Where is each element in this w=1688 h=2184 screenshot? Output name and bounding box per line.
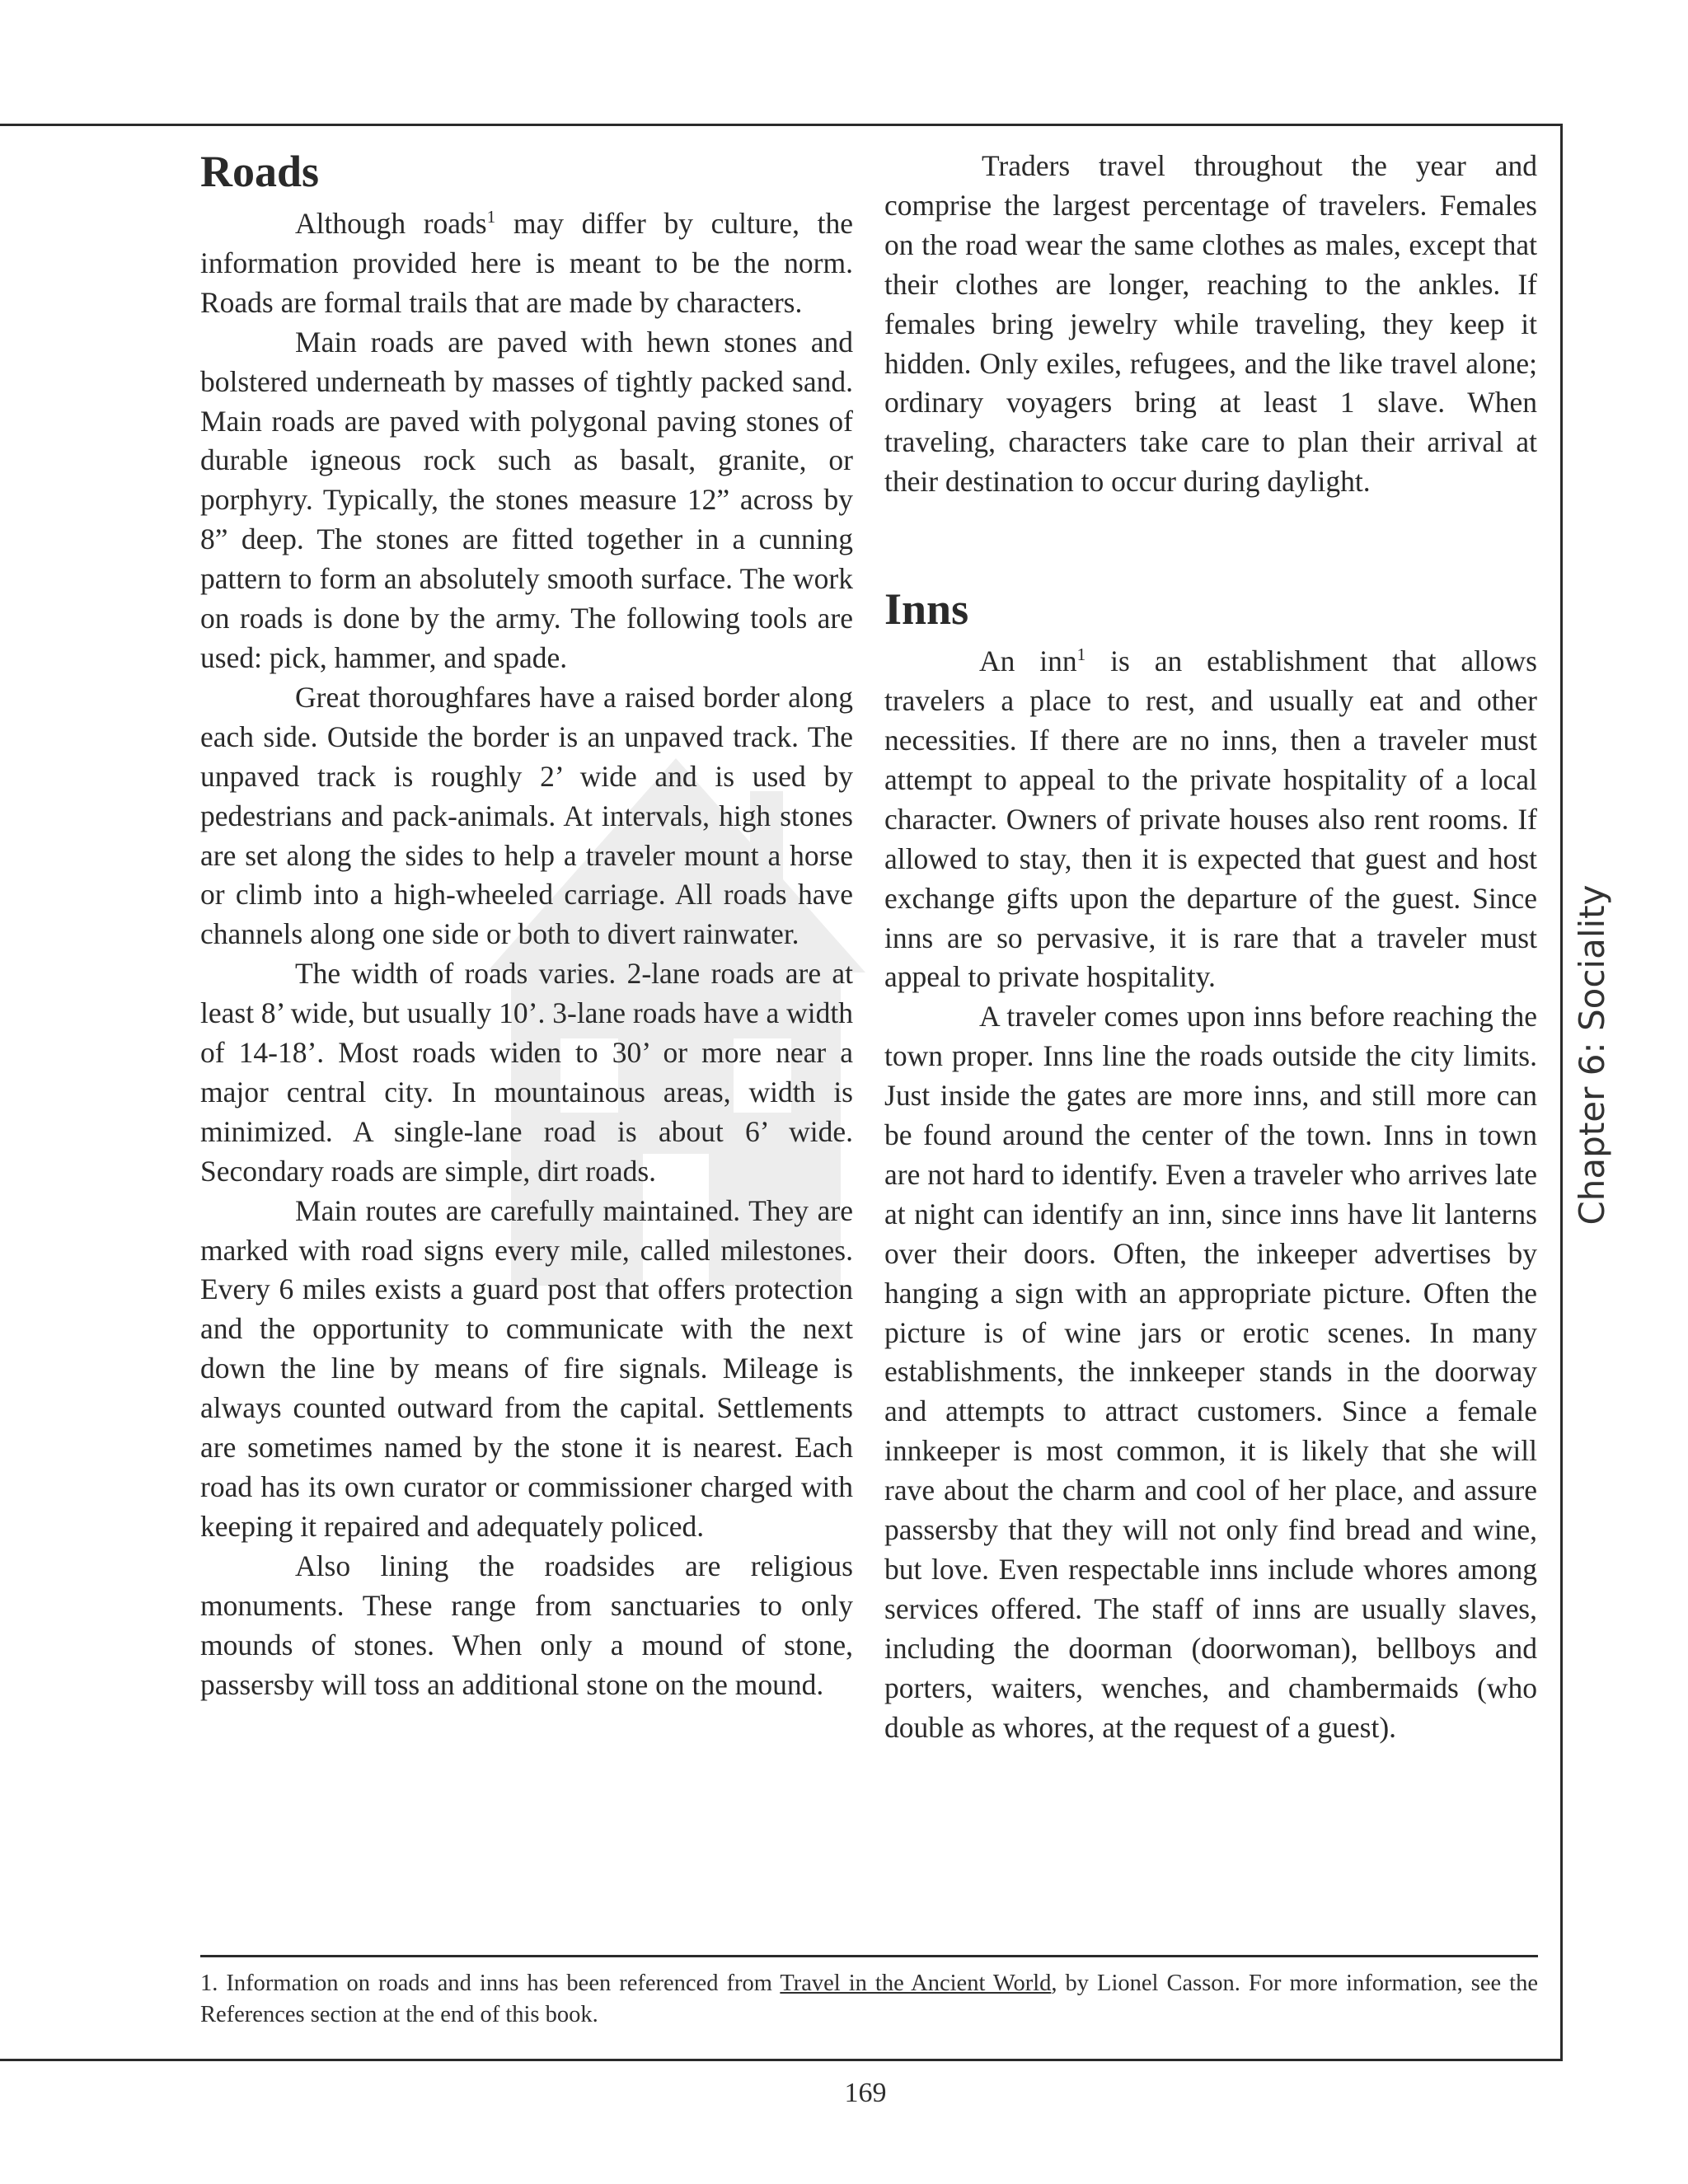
roads-heading: Roads [200, 147, 320, 196]
inns-paragraph-2: A traveler comes upon inns before reaching the town proper. Inns line the roads outside the city limits. Just inside the gates are more inns, and still more can be found around the center of the town. Inns in town are not hard to identify. Even a traveler who arrives late at night can identify an inn, since inns have lit lanterns over their doors. Often, the inkeeper advertises by hanging a sign with an appropriate picture. Often the picture is of wine jars or erotic scenes. In many establishments, the innkeeper stands in the doorway and attempts to attract customers. Since a female innkeeper is most common, it is likely that she will rave about the charm and cool of her place, and assure passersby that they will not only find bread and wine, but love. Even respectable inns include whores among services offered. The staff of inns are usually slaves, including the doorman (doorwoman), bellboys and porters, waiters, wenches, and chambermaids (who double as whores, at the request of a guest). [884, 1000, 1537, 1744]
page-number: 169 [844, 2078, 887, 2108]
travelers-paragraph: Traders travel throughout the year and comprise the largest percentage of travelers. Females on the road wear the same clothes as males, except that their clothes are longer, reaching to the ankles. If females bring jewelry while traveling, they keep it hidden. Only exiles, refugees, and the like travel alone; ordinary voyagers bring at least 1 slave. When traveling, characters take care to plan their arrival at their destination to occur during daylight. [884, 149, 1537, 499]
inns-heading: Inns [884, 584, 969, 635]
roads-paragraph-4: The width of roads varies. 2-lane roads are at least 8’ wide, but usually 10’. 3-lane roads have a width of 14-18’. Most roads widen to 30’ or more near a major central city. In mountainous areas, width is minimized. A single-lane road is about 6’ wide. Secondary roads are simple, dirt roads. [200, 957, 853, 1188]
footnote-divider [200, 1955, 1538, 1957]
footnote-reference-title: Travel in the Ancient World [780, 1971, 1052, 1996]
roads-paragraph-5: Main routes are carefully maintained. They are marked with road signs every mile, called milestones. Every 6 miles exists a guard post that offers protection and the opportunity to communicate with the next down the line by means of fire signals. Mileage is always counted outward from the capital. Settlements are sometimes named by the stone it is nearest. Each road has its own curator or commissioner charged with keeping it repaired and adequately policed. [200, 1193, 853, 1543]
chapter-side-label: Chapter 6: Sociality [1572, 884, 1612, 1226]
roads-paragraph-6: Also lining the roadsides are religious monuments. These range from sanctuaries to only mounds of stones. When only a mound of stone, passersby will toss an additional stone on the mound. [200, 1549, 853, 1701]
roads-paragraph-3: Great thoroughfares have a raised border along each side. Outside the border is an unpaved track. The unpaved track is roughly 2’ wide and is used by pedestrians and pack-animals. At intervals, high stones are set along the sides to help a traveler mount a horse or climb into a high-wheeled carriage. All roads have channels along one side or both to divert rainwater. [200, 680, 853, 951]
roads-paragraph-1: Although roads$^1$ may differ by culture, the information provided here is meant to be the norm. Roads are formal trails that are made by characters. [200, 207, 853, 319]
footnote-marker: 1 [1076, 644, 1086, 665]
inns-paragraph-1: An inn$^1$ is an establishment that allows travelers a place to rest, and usually eat and other necessities. If there are no inns, then a traveler must attempt to appeal to the private hospitality of a local character. Owners of private houses also rent rooms. If allowed to stay, then it is expected that guest and host exchange gifts upon the departure of the guest. Since inns are so pervasive, it is rare that a traveler must appeal to private hospitality. [884, 644, 1538, 994]
roads-paragraph-2: Main roads are paved with hewn stones and bolstered underneath by masses of tightly packed sand. Main roads are paved with polygonal paving stones of durable igneous rock such as basalt, granite, or porphyry. Typically, the stones measure 12” across by 8” deep. The stones are fitted together in a cunning pattern to form an absolutely smooth surface. The work on roads is done by the army. The following tools are used: pick, hammer, and spade. [200, 325, 853, 674]
right-column [884, 147, 1537, 1748]
left-column [200, 147, 853, 1704]
footnote-marker: 1 [486, 207, 496, 227]
footnote: 1. Information on roads and inns has been referenced from Travel in the Ancient World, by Lionel Casson. For more information, see the References section at the end of this book. [200, 1971, 1538, 2027]
